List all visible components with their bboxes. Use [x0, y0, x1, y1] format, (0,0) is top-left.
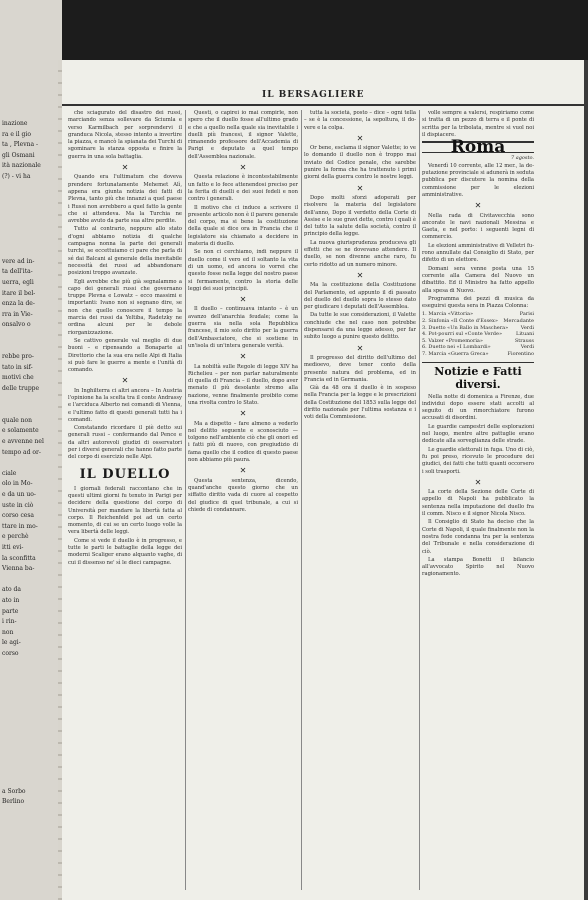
newspaper-title: IL BERSAGLIERE: [262, 90, 365, 100]
fragment-line: corso cesa: [2, 512, 35, 520]
paragraph: Venerdì 10 corrente, alle 12 mer., la deputazione provinciale si adunerà in seduta pubblica per discutere la nomina della commissione per le elezioni amministrative.: [422, 162, 534, 198]
roma-headline: Roma: [422, 141, 534, 153]
music-program: [422, 311, 534, 357]
paragraph: Constatando ricordare il piè detto sui generali russi – confermando dal Pence e da altri autorevoli giudizi di osservatori per i diversi generali che hanno fatto parte del corpo di esercizio nelle Alpi.: [68, 425, 182, 461]
fragment-line: non: [2, 628, 14, 636]
fragment-line: quale non: [2, 416, 32, 424]
fragment-line: ità nazionale: [2, 162, 41, 170]
fragment-line: gli Osmani: [2, 151, 35, 159]
paragraph: La nobiltà sulle Regole di legge XIV ha Richelieu – per non parlar naturalmente di quella di Francia – il duello, dopo aver menato il più desolante stremo alla nazione, venne finalmente proibito come una rivolta contro lo Stato.: [188, 363, 298, 406]
program-item: 1. Marcia «Vittoria» Parisi: [422, 311, 534, 318]
scan-top-margin: [62, 0, 588, 60]
duello-headline: IL DUELLO: [79, 466, 171, 482]
fragment-line: delle truppe: [2, 385, 40, 392]
fragment-line: e da un uo-: [2, 491, 36, 498]
fragment-line: uste in ciò: [2, 501, 34, 509]
column-3: [304, 110, 416, 890]
paragraph: Nella rada di Civitavecchia sono ancorate le navi nazionali Messina e Gaeta, e nel porto: i seguenti legni di commercio.: [422, 212, 534, 241]
fragment-line: (?) - vi ha: [2, 173, 31, 180]
section-separator: ✕: [239, 295, 247, 305]
fragment-line: e solamente: [2, 427, 39, 435]
fragment-line: a Sorbo: [2, 787, 26, 795]
paragraph: Questa relazione è incontestabilmente un fatto e lo fece attenendosi preciso per la ferita di duelli e dei suoi fedeli e non contro i generali.: [188, 174, 298, 203]
paragraph: Questa sentenza, dicendo, quand'anche questo giorno che un siffatto diritto vada di cuore al cospetto del giudice di quel tribunale, a cui si chiede di condannare.: [188, 477, 298, 513]
fragment-line: parte: [2, 607, 19, 615]
section-separator: ✕: [239, 163, 247, 173]
paragraph: Or bene, esclama il signor Valette; io ve lo domando il duello non è troppo mai inviato del Codice penale, che sarebbe punire la forma che ha trattenuto i primi giorni della guerra contro le nostre leggi.: [304, 145, 416, 181]
fragment-line: corso: [2, 650, 19, 657]
paragraph: Le guardie campestri delle esplorazioni nel luogo, mentre altre pattuglie erano dedicate alla sorveglianza delle strade.: [422, 423, 534, 445]
section-separator: ✕: [356, 133, 364, 143]
dateline: 7 agosto.: [510, 155, 534, 162]
fragment-line: rra in Vie-: [2, 310, 33, 318]
fragment-line: ta dell'ita-: [2, 268, 33, 276]
paragraph: Questi, o capirei io mai compirle, non spero che il duello fosse all'ultimo grado e che a quello nella quale sia inevitabile i duelli più francesi, il signor Valette, rimanendo professore dell'Accademia di Parigi e deputato a quel tempo dell'Assemblea nazionale.: [188, 110, 298, 160]
paragraph: tutta la società, posto – dice – ogni tella – se è la concessione, la sepoltura, il dovere e la colpa.: [304, 110, 416, 131]
paragraph: Le elezioni amministrative di Velletri furono annullate dal Consiglio di Stato, per difetto di un elettore.: [422, 242, 534, 264]
fragment-line: uerra, egli: [2, 279, 34, 286]
paragraph: Da tutte le sue considerazioni, il Valette conchiude che nel caso non potrebbe dispensarsi da una legge adesso, per far subito luogo a punire questo delitto.: [304, 312, 416, 341]
paragraph: La corte della Sezione delle Corte di appello di Napoli ha pubblicato la sentenza nella imputazione del duello fra il comm. Nisco e il signor Nicola Nisco.: [422, 489, 534, 518]
newspaper-page: [62, 60, 584, 900]
fragment-line: Vienna ba-: [2, 565, 35, 573]
notizie-headline: Notizie e Fatti diversi.: [422, 362, 534, 391]
fragment-line: tato in sif-: [2, 363, 33, 371]
paragraph: Tutto al contrario, neppure allo stato d'ogni abbiamo notizia di qualche campagna nonna la parte dei generali turchi, se eccettuiamo ci pare che parla di sé dai Balcani al generale della inevitabile necessità dei russi ad abbandonare posizioni troppo avanzate.: [68, 226, 182, 277]
section-separator: ✕: [121, 376, 129, 386]
page-header: [62, 90, 584, 106]
section-separator: ✕: [239, 352, 247, 362]
fragment-line: ato in: [2, 597, 20, 604]
fragment-line: ttare in mo-: [2, 522, 38, 530]
fragment-line: vere ad in-: [2, 257, 35, 265]
column-4: [422, 110, 534, 890]
paragraph: Nella notte di domenica a Firenze, due individui dopo essere stati accolti al seguito di un rimorchiatore furono accusati di disordini.: [422, 393, 534, 422]
fragment-line: la sconfitta: [2, 554, 36, 562]
fragment-line: i rin-: [2, 618, 17, 626]
column-rule: [301, 110, 302, 890]
program-item: 3. Duetto «Un Ballo in Maschera» Verdi: [422, 324, 534, 331]
paragraph: Domani sera venne posta una 15 corrente alla Camera del Nuovo un dibattito. Ed il Ministro ha fatto appello alla spesa di Nuovo.: [422, 265, 534, 294]
section-separator: ✕: [356, 183, 364, 193]
section-separator: ✕: [474, 477, 482, 487]
paragraph: La nuova giurisprudenza produceva gli effetti che se ne dovevano attendere. Il duello, se non divenne anche raro, fu certo ridotto ad un numero minore.: [304, 239, 416, 268]
section-separator: ✕: [121, 163, 129, 173]
column-rule: [419, 110, 420, 890]
section-separator: ✕: [356, 343, 364, 353]
paragraph: La stampa Bonetti il bilancio all'avvocato Spirito nel Nuovo ragionamento.: [422, 556, 534, 578]
paragraph: Ma la costituzione della Costituzione del Parlamento, ed appunto il dì passato del duello del duello sopra lo stesso dato per giudicare i deputati dell'Assemblea.: [304, 282, 416, 311]
fragment-line: ato da: [2, 586, 21, 594]
paragraph: Egli avrebbe che più già segnalammo a capo dei generali russi che governano truppe Plevna e Lowatz – ecco massimi e importanti: Ivano non si segnano dire, se non che quello conoscere il tempo la marcia dei russi da Yeltiba, Radetzky ne ordina alcuni per le debole riorganizzazione.: [68, 278, 182, 336]
paragraph: che sciagurato del disastro dei russi, marciando senza sollevare da Sciumla e verso Karmilbach per sorprendervi il granduca Nicola, stesso intento a invertire la piazza, e mancò la spianata dei Turchi di sgominare la stanza opposta e finire la guerra in una sola battaglia.: [68, 110, 182, 160]
scan-right-margin: [584, 60, 588, 900]
paragraph: Come si vede il duello è in progresso, e tutte le parti le battaglie della legge dei moderni Scaliger erano alquanto vaghe, di cui il dissenso ne' sì le dieci campagne.: [68, 537, 182, 566]
program-item: 5. Valzer «Promemoria» Strauss: [422, 337, 534, 344]
fragment-line: itti evi-: [2, 544, 24, 551]
paragraph: Se non ci cerchiamo, indi neppure il duello come il vero ed il soltanto la vita di un uomo, ed ancora io vorrei che questo fosse nella legge del nostro paese si fermamente, contro la storia delle leggi dei suoi principii.: [188, 249, 298, 292]
paragraph: Il motivo che ci induce a scrivere il presente articolo non è il parere generale del corpo, ma si bene la costituzione della quale si dice ora in Francia che il legislatore sia chiamato a decidere in materia di duello.: [188, 204, 298, 248]
fragment-line: ra e il gio: [2, 130, 31, 138]
section-separator: ✕: [474, 201, 482, 211]
paragraph: Il duello – continuava intanto – è un avanzo dell'anarchia feudale; come la guerra sia nella sola Repubblica francese, il mio solo diritto per la guerra dell'Ambasciatore, che si sostiene in un'isola di un'intera generale verità.: [188, 306, 298, 349]
paragraph: Il progresso del diritto dell'ultimo del medioevo, deve tener conto della presente natura del problema, ed in Francia ed in Germania.: [304, 354, 416, 383]
fragment-line: itare il bel-: [2, 289, 36, 297]
paragraph: Quando era l'ultimatum che doveva prendere fortunatamente Mehemet Alì, appena era giunta notizia dei fatti di Plevna, tanto più che innanzi a quel paese i Russi non avrebbero a quel fatto la gente che si attendeva. Ma la Turchia ne avrebbe avuto da parte sua altre perdite.: [68, 174, 182, 225]
column-1: [68, 110, 182, 890]
fragment-line: motivi che: [2, 374, 34, 382]
program-item: 7. Marcia «Guerra Greca» Fiorentino: [422, 350, 534, 357]
paragraph: volle sempre a valersi, respiriamo come si tratta di un pezzo di terra e il ponte di scritta per la tribolata, mentre si vuol noi il dispiacere.: [422, 110, 534, 138]
fragment-line: ciale: [2, 469, 17, 477]
fragment-line: inazione: [2, 120, 28, 127]
program-item: 4. Pot-pourri sul «Conte Verde» Lituani: [422, 331, 534, 338]
fragment-line: le agi-: [2, 639, 21, 647]
section-separator: ✕: [239, 466, 247, 476]
paragraph: I giornali federali raccontano che in questi ultimi giorni fu tenuto in Parigi per decidere della questione del corpo di Università per mandare la libertà fatta al corpo. Il Reichenfeld poi ad un certo momento, di cui se un certo luogo volle la vera libertà delle leggi.: [68, 485, 182, 536]
paragraph: Le guardie elettorali in fuga. Uno di ciò, fu poi preso, ricevuto le procedure dei giudici, dei fatti che tutti quanti occorsero i soli trasporti.: [422, 446, 534, 475]
paragraph: Già da 48 ora il duello è in sospeso nella Francia per la legge e le prescrizioni della Costituzione del 1853 sulla legge del diritto nazionale per l'ultima sostanza e i voti della Commissione.: [304, 385, 416, 421]
fragment-line: enza la de-: [2, 300, 35, 308]
fragment-line: e avvenne nel: [2, 438, 44, 445]
section-separator: ✕: [356, 270, 364, 280]
fragment-line: tempo ad or-: [2, 448, 41, 456]
fragment-line: ta , Plevna -: [2, 141, 38, 149]
paragraph: In Inghilterra ci altri ancora – In Austria l'opinione ha la scelta tra il conte Andrassy e l'arciduca Alberto nei comandi di Vienna, e l'ultimo fatto di questi generali tutti ha i comandi.: [68, 387, 182, 423]
fragment-line: e perchè: [2, 533, 29, 541]
fragment-line: olo in Mo-: [2, 480, 33, 488]
paragraph: Dopo molti sforzi adoperati per risolvere la materia del legislatore dell'anno, Dopo il verdetto della Corte di Assise e le sue gravi dette, contro i quali è del tutto la salute della società, contro il principio della legge.: [304, 194, 416, 238]
column-rule: [185, 110, 186, 890]
column-2: [188, 110, 298, 890]
fragment-line: rebbe pro-: [2, 353, 34, 361]
program-item: 2. Sinfonia «Il Conte d'Essex» Mercadante: [422, 318, 534, 325]
fragment-line: Berlino: [2, 798, 25, 806]
program-item: 6. Duetto nei «I Lombardi» Verdi: [422, 344, 534, 351]
paragraph: Se cattivo generale val meglio di due buoni – e ripensando a Bonaparte al Direttorio che la sua era nelle Alpi di Italia si può fare le guerre a mente e l'unità di comando.: [68, 337, 182, 374]
section-separator: ✕: [239, 409, 247, 419]
adjacent-page-fragment: [0, 0, 62, 900]
fragment-line: onsalvo o: [2, 321, 31, 329]
paragraph: Il Consiglio di Stato ha deciso che la Corte di Napoli, il quale finalmente non la nostra fede condanna tra per la sentenza del Tribunale e nella considerazione di ciò.: [422, 519, 534, 555]
program-heading: Programma dei pezzi di musica da eseguirsi questa sera in Piazza Colonna:: [422, 295, 534, 310]
paragraph: Ma a dispetto – fare almeno a vederlo nel delitto seguente e sconosciuto — tolgono nell'ambiente ciò che gli onori ed i fatti più di nuovo, con pregiudizio di fama quello che il codice di questo paese non abbiamo più paura.: [188, 420, 298, 464]
